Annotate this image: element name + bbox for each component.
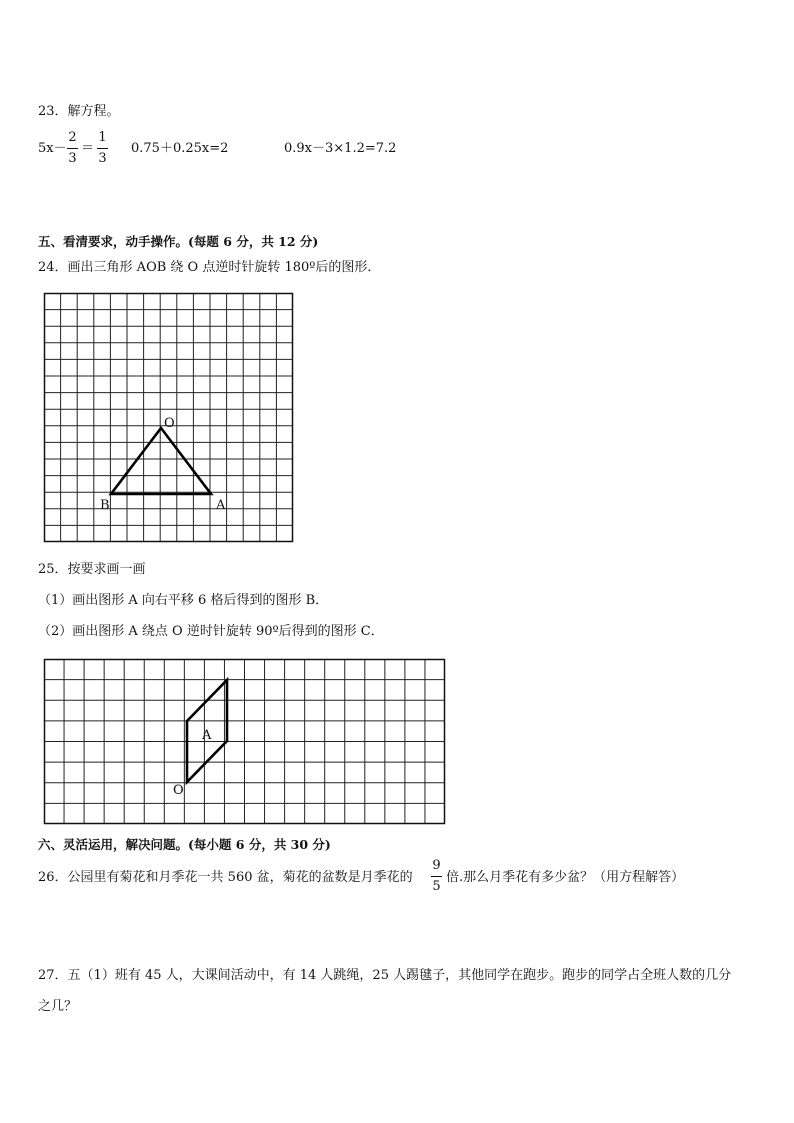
eq1-fraction-b [97,130,108,167]
q25-label-a: A [202,728,212,743]
eq1-equals: ＝ [81,141,95,156]
q23-title: 23．解方程。 [38,104,120,119]
q24-grid [44,293,294,543]
q25-part-2: （2）画出图形 A 绕点 O 逆时针旋转 90º后得到的图形 C． [38,624,384,639]
q23-equation-3: 0.9x－3×1.2=7.2 [284,141,397,156]
q26-fraction-denominator: 5 [432,879,441,894]
q25-label-o: O [173,783,184,798]
q27-line-1: 27．五（1）班有 45 人，大课间活动中，有 14 人跳绳，25 人踢毽子，其他同学在跑步。跑步的同学占全班人数的几分 [38,968,732,983]
section-5-heading: 五、看清要求，动手操作。(每题 6 分，共 12 分) [38,234,319,249]
q24-label-a: A [216,498,226,513]
eq1-fraction-a [67,130,78,167]
q24-label-b: B [100,498,110,513]
q26-fraction-numerator: 9 [432,858,441,873]
q27-line-2: 之几？ [38,999,78,1014]
section-6-heading: 六、灵活运用，解决问题。(每小题 6 分，共 30 分) [38,837,331,852]
eq1-frac-a-denominator: 3 [68,151,77,166]
q25-grid [44,659,446,825]
q25-grid-lines [44,659,445,824]
q25-title: 25．按要求画一画 [38,562,146,577]
eq1-prefix: 5x－ [38,141,67,156]
q24-title: 24．画出三角形 AOB 绕 O 点逆时针旋转 180º后的图形． [38,260,381,275]
q24-triangle-aob [111,428,211,494]
q26-fraction [431,858,442,895]
q23-equation-2: 0.75＋0.25x=2 [131,141,229,156]
q25-part-1: （1）画出图形 A 向右平移 6 格后得到的图形 B． [38,593,329,608]
eq1-frac-b-numerator: 1 [98,130,107,145]
eq1-frac-a-numerator: 2 [68,130,77,145]
q26-text-before: 26．公园里有菊花和月季花一共 560 盆，菊花的盆数是月季花的 [38,870,413,885]
q26-text-after: 倍.那么月季花有多少盆？（用方程解答） [446,870,685,885]
eq1-frac-b-denominator: 3 [98,151,107,166]
q24-label-o: O [164,416,175,431]
